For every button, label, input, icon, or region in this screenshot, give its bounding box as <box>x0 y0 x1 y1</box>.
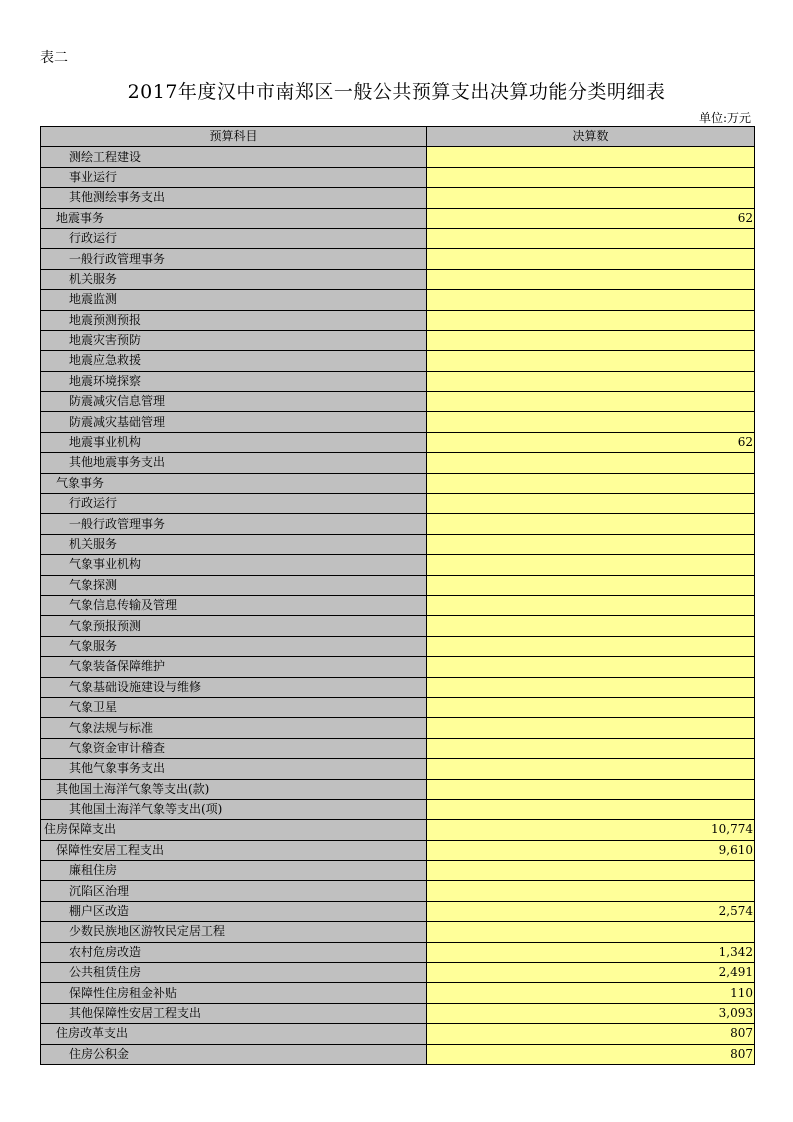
amount-cell: 807 <box>427 1044 755 1064</box>
table-row <box>41 269 755 289</box>
table-row <box>41 575 755 595</box>
amount-cell: 110 <box>427 983 755 1003</box>
table-row <box>41 922 755 942</box>
amount-cell: 807 <box>427 1024 755 1044</box>
table-row <box>41 310 755 330</box>
header-subject: 预算科目 <box>41 127 427 147</box>
amount-cell: 2,491 <box>427 963 755 983</box>
table-row <box>41 983 755 1003</box>
table-row <box>41 147 755 167</box>
subject-cell: 少数民族地区游牧民定居工程 <box>41 922 427 942</box>
table-row <box>41 351 755 371</box>
subject-cell: 地震事业机构 <box>41 432 427 452</box>
amount-cell: 2,574 <box>427 901 755 921</box>
amount-cell <box>427 188 755 208</box>
amount-cell <box>427 759 755 779</box>
table-row <box>41 188 755 208</box>
table-row <box>41 820 755 840</box>
subject-cell: 机关服务 <box>41 269 427 289</box>
subject-cell: 地震监测 <box>41 290 427 310</box>
expenditure-table <box>40 126 755 1065</box>
amount-cell <box>427 718 755 738</box>
subject-cell: 气象资金审计稽查 <box>41 738 427 758</box>
table-row <box>41 861 755 881</box>
table-row <box>41 412 755 432</box>
subject-cell: 气象基础设施建设与维修 <box>41 677 427 697</box>
amount-cell <box>427 351 755 371</box>
subject-cell: 廉租住房 <box>41 861 427 881</box>
subject-cell: 地震事务 <box>41 208 427 228</box>
amount-cell <box>427 392 755 412</box>
subject-cell: 行政运行 <box>41 494 427 514</box>
subject-cell: 住房改革支出 <box>41 1024 427 1044</box>
unit-label: 单位:万元 <box>698 111 751 125</box>
table-row <box>41 942 755 962</box>
amount-cell <box>427 147 755 167</box>
table-header-row <box>41 127 755 147</box>
subject-cell: 住房保障支出 <box>41 820 427 840</box>
amount-cell <box>427 636 755 656</box>
amount-cell <box>427 228 755 248</box>
subject-cell: 气象法规与标准 <box>41 718 427 738</box>
table-row <box>41 208 755 228</box>
table-row <box>41 718 755 738</box>
table-row <box>41 901 755 921</box>
table-row <box>41 636 755 656</box>
subject-cell: 地震灾害预防 <box>41 330 427 350</box>
table-row <box>41 290 755 310</box>
table-row <box>41 759 755 779</box>
amount-cell <box>427 290 755 310</box>
subject-cell: 沉陷区治理 <box>41 881 427 901</box>
table-row <box>41 595 755 615</box>
subject-cell: 其他保障性安居工程支出 <box>41 1003 427 1023</box>
table-row <box>41 799 755 819</box>
amount-cell <box>427 310 755 330</box>
amount-cell <box>427 881 755 901</box>
subject-cell: 气象服务 <box>41 636 427 656</box>
subject-cell: 其他测绘事务支出 <box>41 188 427 208</box>
subject-cell: 行政运行 <box>41 228 427 248</box>
subject-cell: 防震减灾信息管理 <box>41 392 427 412</box>
table-row <box>41 677 755 697</box>
amount-cell <box>427 616 755 636</box>
subject-cell: 测绘工程建设 <box>41 147 427 167</box>
amount-cell <box>427 330 755 350</box>
amount-cell: 9,610 <box>427 840 755 860</box>
amount-cell <box>427 595 755 615</box>
amount-cell <box>427 269 755 289</box>
table-row <box>41 432 755 452</box>
amount-cell: 10,774 <box>427 820 755 840</box>
subject-cell: 棚户区改造 <box>41 901 427 921</box>
subject-cell: 公共租赁住房 <box>41 963 427 983</box>
subject-cell: 一般行政管理事务 <box>41 249 427 269</box>
table-row <box>41 1024 755 1044</box>
amount-cell <box>427 167 755 187</box>
table-row <box>41 330 755 350</box>
table-row <box>41 494 755 514</box>
table-row <box>41 555 755 575</box>
subject-cell: 防震减灾基础管理 <box>41 412 427 432</box>
table-row <box>41 657 755 677</box>
subject-cell: 气象信息传输及管理 <box>41 595 427 615</box>
amount-cell <box>427 677 755 697</box>
table-row <box>41 1044 755 1064</box>
subject-cell: 其他地震事务支出 <box>41 453 427 473</box>
subject-cell: 气象装备保障维护 <box>41 657 427 677</box>
subject-cell: 保障性安居工程支出 <box>41 840 427 860</box>
amount-cell <box>427 861 755 881</box>
amount-cell <box>427 473 755 493</box>
table-row <box>41 738 755 758</box>
table-row <box>41 392 755 412</box>
amount-cell <box>427 555 755 575</box>
subject-cell: 气象探测 <box>41 575 427 595</box>
subject-cell: 一般行政管理事务 <box>41 514 427 534</box>
table-row <box>41 534 755 554</box>
subject-cell: 地震应急救援 <box>41 351 427 371</box>
subject-cell: 其他国土海洋气象等支出(款) <box>41 779 427 799</box>
subject-cell: 地震预测预报 <box>41 310 427 330</box>
table-row <box>41 779 755 799</box>
subject-cell: 其他气象事务支出 <box>41 759 427 779</box>
table-row <box>41 840 755 860</box>
amount-cell <box>427 453 755 473</box>
amount-cell <box>427 779 755 799</box>
subject-cell: 机关服务 <box>41 534 427 554</box>
subject-cell: 农村危房改造 <box>41 942 427 962</box>
subject-cell: 气象预报预测 <box>41 616 427 636</box>
table-row <box>41 963 755 983</box>
amount-cell <box>427 697 755 717</box>
amount-cell <box>427 371 755 391</box>
amount-cell <box>427 249 755 269</box>
table-row <box>41 453 755 473</box>
amount-cell <box>427 534 755 554</box>
subject-cell: 气象事业机构 <box>41 555 427 575</box>
table-row <box>41 616 755 636</box>
amount-cell <box>427 799 755 819</box>
table-row <box>41 697 755 717</box>
amount-cell: 62 <box>427 432 755 452</box>
amount-cell <box>427 412 755 432</box>
amount-cell: 1,342 <box>427 942 755 962</box>
subject-cell: 气象事务 <box>41 473 427 493</box>
subject-cell: 地震环境探察 <box>41 371 427 391</box>
subject-cell: 事业运行 <box>41 167 427 187</box>
subject-cell: 住房公积金 <box>41 1044 427 1064</box>
table-row <box>41 249 755 269</box>
table-row <box>41 228 755 248</box>
amount-cell <box>427 494 755 514</box>
table-row <box>41 881 755 901</box>
amount-cell <box>427 514 755 534</box>
table-row <box>41 167 755 187</box>
table-row <box>41 1003 755 1023</box>
page-title: 2017年度汉中市南郑区一般公共预算支出决算功能分类明细表 <box>127 81 666 103</box>
subject-cell: 保障性住房租金补贴 <box>41 983 427 1003</box>
table-label: 表二 <box>40 50 68 66</box>
amount-cell <box>427 657 755 677</box>
amount-cell <box>427 922 755 942</box>
amount-cell: 62 <box>427 208 755 228</box>
subject-cell: 其他国土海洋气象等支出(项) <box>41 799 427 819</box>
amount-cell: 3,093 <box>427 1003 755 1023</box>
table-row <box>41 371 755 391</box>
subject-cell: 气象卫星 <box>41 697 427 717</box>
amount-cell <box>427 575 755 595</box>
amount-cell <box>427 738 755 758</box>
table-row <box>41 473 755 493</box>
table-row <box>41 514 755 534</box>
header-amount: 决算数 <box>427 127 755 147</box>
